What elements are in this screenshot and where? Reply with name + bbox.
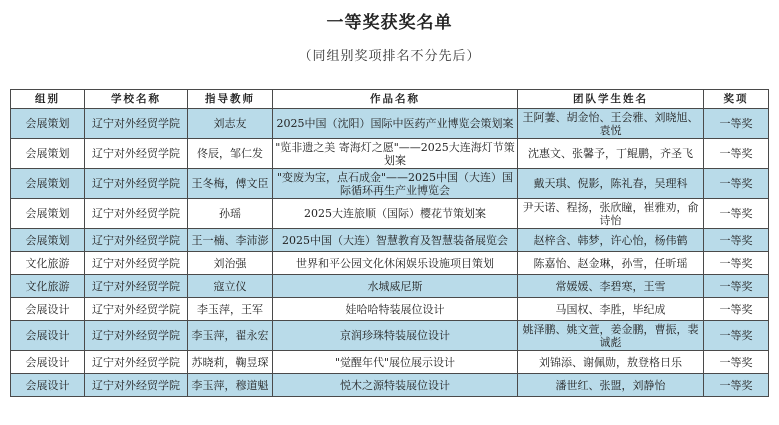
cell-school: 辽宁对外经贸学院 [85, 374, 188, 397]
header-award: 奖项 [704, 90, 769, 109]
cell-award: 一等奖 [704, 139, 769, 169]
cell-school: 辽宁对外经贸学院 [85, 139, 188, 169]
cell-award: 一等奖 [704, 321, 769, 351]
award-table [10, 89, 769, 397]
table-row [11, 109, 769, 139]
table-row [11, 321, 769, 351]
table-row [11, 199, 769, 229]
cell-school: 辽宁对外经贸学院 [85, 199, 188, 229]
cell-students: 姚泽鹏、姚文萱，姜金鹏，曹振，裴诚彪 [518, 321, 704, 351]
table-row [11, 351, 769, 374]
cell-work: "览非遗之美 寄海灯之愿"——2025大连海灯节策划案 [273, 139, 518, 169]
cell-school: 辽宁对外经贸学院 [85, 169, 188, 199]
cell-students: 刘锦添、谢佩勋，敖登格日乐 [518, 351, 704, 374]
cell-students: 常媛媛、李碧寒，王雪 [518, 275, 704, 298]
cell-school: 辽宁对外经贸学院 [85, 321, 188, 351]
cell-school: 辽宁对外经贸学院 [85, 229, 188, 252]
cell-students: 陈嘉怡、赵金琳，孙雪，任昕瑶 [518, 252, 704, 275]
cell-students: 戴天琪、倪影，陈礼春，吴理科 [518, 169, 704, 199]
cell-teacher: 李玉萍，穆道魁 [188, 374, 273, 397]
page-title: 一等奖获奖名单 [326, 13, 453, 33]
cell-students: 马国权、李胜，毕纪成 [518, 298, 704, 321]
table-row [11, 275, 769, 298]
table-row [11, 139, 769, 169]
cell-category: 会展设计 [11, 298, 85, 321]
cell-award: 一等奖 [704, 275, 769, 298]
cell-category: 会展策划 [11, 139, 85, 169]
cell-work: 2025中国（沈阳）国际中医药产业博览会策划案 [273, 109, 518, 139]
cell-school: 辽宁对外经贸学院 [85, 275, 188, 298]
cell-award: 一等奖 [704, 199, 769, 229]
cell-work: 京润珍珠特装展位设计 [273, 321, 518, 351]
cell-category: 会展策划 [11, 169, 85, 199]
cell-teacher: 刘治强 [188, 252, 273, 275]
table-row [11, 229, 769, 252]
header-students: 团队学生姓名 [518, 90, 704, 109]
cell-category: 文化旅游 [11, 252, 85, 275]
header-teacher: 指导教师 [188, 90, 273, 109]
award-table-header [11, 90, 769, 109]
cell-category: 文化旅游 [11, 275, 85, 298]
cell-students: 潘世红、张盟，刘静怡 [518, 374, 704, 397]
cell-work: 2025大连旅顺（国际）樱花节策划案 [273, 199, 518, 229]
table-row [11, 374, 769, 397]
cell-school: 辽宁对外经贸学院 [85, 252, 188, 275]
cell-school: 辽宁对外经贸学院 [85, 298, 188, 321]
cell-work: 悦木之源特装展位设计 [273, 374, 518, 397]
cell-work: "觉醒年代"展位展示设计 [273, 351, 518, 374]
header-category: 组别 [11, 90, 85, 109]
cell-category: 会展设计 [11, 374, 85, 397]
cell-teacher: 王一楠、李沛澎 [188, 229, 273, 252]
header-school: 学校名称 [85, 90, 188, 109]
cell-category: 会展策划 [11, 199, 85, 229]
page-subtitle: （同组别奖项排名不分先后） [298, 49, 481, 64]
cell-work: "变废为宝，点石成金"——2025中国（大连）国际循环再生产业博览会 [273, 169, 518, 199]
header-work: 作品名称 [273, 90, 518, 109]
cell-category: 会展策划 [11, 109, 85, 139]
cell-teacher: 寇立仪 [188, 275, 273, 298]
cell-work: 娃哈哈特装展位设计 [273, 298, 518, 321]
award-table-body [11, 109, 769, 397]
cell-school: 辽宁对外经贸学院 [85, 109, 188, 139]
cell-teacher: 李玉萍，王军 [188, 298, 273, 321]
cell-award: 一等奖 [704, 229, 769, 252]
cell-category: 会展设计 [11, 351, 85, 374]
cell-award: 一等奖 [704, 252, 769, 275]
cell-work: 2025中国（大连）智慧教育及智慧装备展览会 [273, 229, 518, 252]
cell-teacher: 孙瑶 [188, 199, 273, 229]
table-row [11, 252, 769, 275]
cell-teacher: 王冬梅，傅文臣 [188, 169, 273, 199]
cell-teacher: 李玉萍，翟永宏 [188, 321, 273, 351]
table-row [11, 298, 769, 321]
cell-work: 水城威尼斯 [273, 275, 518, 298]
cell-category: 会展设计 [11, 321, 85, 351]
cell-award: 一等奖 [704, 374, 769, 397]
cell-award: 一等奖 [704, 298, 769, 321]
cell-award: 一等奖 [704, 351, 769, 374]
cell-award: 一等奖 [704, 109, 769, 139]
cell-students: 赵梓含、韩梦，许心怡，杨伟鹤 [518, 229, 704, 252]
cell-category: 会展策划 [11, 229, 85, 252]
cell-students: 王阿萋、胡金怡、王会雅、刘晓旭、袁悦 [518, 109, 704, 139]
cell-award: 一等奖 [704, 169, 769, 199]
cell-teacher: 佟辰，邹仁发 [188, 139, 273, 169]
cell-teacher: 苏晓莉，鞠昱琛 [188, 351, 273, 374]
cell-school: 辽宁对外经贸学院 [85, 351, 188, 374]
cell-work: 世界和平公园文化休闲娱乐设施项目策划 [273, 252, 518, 275]
cell-students: 尹天诺、程扬，张欣瞳，崔雅劝，俞诗怡 [518, 199, 704, 229]
table-row [11, 169, 769, 199]
cell-students: 沈惠文、张馨予，丁鲲鹏，齐圣飞 [518, 139, 704, 169]
cell-teacher: 刘志友 [188, 109, 273, 139]
